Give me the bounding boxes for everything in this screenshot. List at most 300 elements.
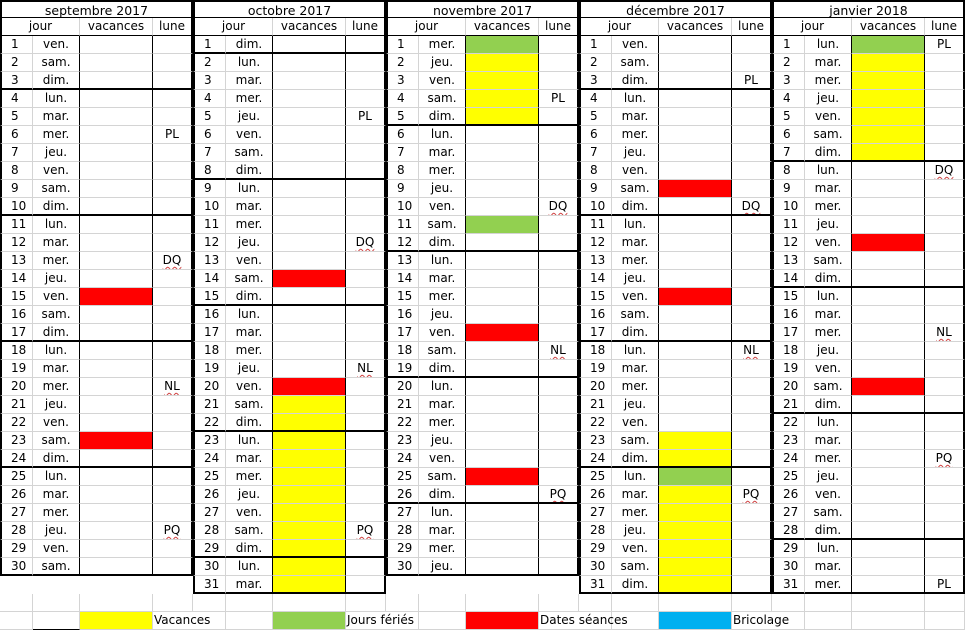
moon-phase — [539, 432, 579, 450]
day-number: 1 — [386, 36, 419, 54]
moon-phase: DQ — [153, 252, 193, 270]
day-name: jeu. — [226, 486, 273, 504]
vacances-cell — [273, 108, 346, 126]
day-name: mar. — [33, 234, 80, 252]
vacances-cell — [80, 270, 153, 288]
vacances-cell — [273, 342, 346, 360]
vacances-cell — [80, 306, 153, 324]
day-name: ven. — [805, 486, 852, 504]
empty-cell — [0, 612, 33, 630]
day-name: jeu. — [226, 360, 273, 378]
vacances-cell — [659, 36, 732, 54]
day-name: jeu. — [612, 270, 659, 288]
moon-phase — [346, 396, 386, 414]
legend-swatch-bricolage — [659, 612, 732, 630]
day-name: jeu. — [612, 144, 659, 162]
day-number: 23 — [386, 432, 419, 450]
empty-cell — [772, 594, 805, 612]
vacances-cell — [466, 558, 539, 576]
day-number: 5 — [772, 108, 805, 126]
day-name: mar. — [419, 270, 466, 288]
day-number: 30 — [0, 558, 33, 576]
moon-phase — [539, 360, 579, 378]
day-number: 13 — [193, 252, 226, 270]
day-name: sam. — [419, 90, 466, 108]
day-number: 10 — [386, 198, 419, 216]
day-number: 5 — [386, 108, 419, 126]
vacances-cell — [273, 234, 346, 252]
day-number: 15 — [386, 288, 419, 306]
day-name: mer. — [419, 288, 466, 306]
vacances-cell-vacances — [852, 144, 925, 162]
day-number: 20 — [579, 378, 612, 396]
day-number: 25 — [386, 468, 419, 486]
vacances-cell-vacances — [852, 72, 925, 90]
moon-phase: DQ — [732, 198, 772, 216]
moon-phase — [732, 432, 772, 450]
month-title: décembre 2017 — [579, 0, 772, 18]
day-name: jeu. — [805, 342, 852, 360]
moon-phase — [346, 72, 386, 90]
moon-phase — [732, 558, 772, 576]
vacances-cell — [273, 72, 346, 90]
day-number: 1 — [772, 36, 805, 54]
moon-phase — [732, 180, 772, 198]
day-name: sam. — [612, 180, 659, 198]
day-number: 30 — [386, 558, 419, 576]
vacances-cell-seance — [852, 234, 925, 252]
day-name: ven. — [226, 378, 273, 396]
day-name: lun. — [226, 180, 273, 198]
moon-phase — [925, 558, 965, 576]
moon-phase: PQ — [925, 450, 965, 468]
vacances-cell-vacances — [852, 108, 925, 126]
day-number: 16 — [386, 306, 419, 324]
day-name: mer. — [33, 378, 80, 396]
day-name: dim. — [419, 360, 466, 378]
day-name: sam. — [805, 504, 852, 522]
day-number: 14 — [0, 270, 33, 288]
day-number: 5 — [579, 108, 612, 126]
vacances-cell-vacances — [466, 72, 539, 90]
empty-cell — [539, 594, 579, 612]
day-number: 17 — [386, 324, 419, 342]
vacances-cell-vacances — [659, 558, 732, 576]
day-name: lun. — [226, 558, 273, 576]
vacances-cell — [852, 306, 925, 324]
vacances-cell — [466, 234, 539, 252]
day-name: mer. — [612, 378, 659, 396]
day-name: jeu. — [226, 234, 273, 252]
header-vacances: vacances — [273, 18, 346, 36]
day-number: 12 — [772, 234, 805, 252]
moon-phase — [925, 342, 965, 360]
moon-phase — [732, 504, 772, 522]
vacances-cell — [273, 216, 346, 234]
moon-phase — [153, 198, 193, 216]
day-name: sam. — [33, 54, 80, 72]
moon-phase — [153, 216, 193, 234]
day-number: 25 — [193, 468, 226, 486]
moon-phase — [925, 522, 965, 540]
day-number: 9 — [386, 180, 419, 198]
day-number: 26 — [386, 486, 419, 504]
day-name: mar. — [612, 108, 659, 126]
moon-phase — [153, 288, 193, 306]
moon-phase — [346, 306, 386, 324]
vacances-cell-ferie — [659, 468, 732, 486]
vacances-cell — [466, 288, 539, 306]
vacances-cell — [80, 360, 153, 378]
day-name: dim. — [612, 576, 659, 594]
vacances-cell — [80, 414, 153, 432]
day-name: ven. — [612, 162, 659, 180]
vacances-cell — [80, 234, 153, 252]
moon-phase — [925, 54, 965, 72]
vacances-cell — [80, 216, 153, 234]
vacances-cell-ferie — [852, 36, 925, 54]
header-jour: jour — [579, 18, 659, 36]
moon-phase — [346, 54, 386, 72]
moon-phase — [925, 72, 965, 90]
day-name: ven. — [226, 504, 273, 522]
day-name: lun. — [33, 342, 80, 360]
vacances-cell — [80, 90, 153, 108]
day-name: dim. — [226, 162, 273, 180]
day-number: 5 — [193, 108, 226, 126]
day-name: mar. — [226, 198, 273, 216]
moon-phase: PL — [925, 576, 965, 594]
moon-phase — [153, 306, 193, 324]
moon-phase — [346, 558, 386, 576]
moon-phase — [732, 252, 772, 270]
month-title: octobre 2017 — [193, 0, 386, 18]
moon-phase — [732, 396, 772, 414]
day-number: 12 — [0, 234, 33, 252]
day-number: 11 — [0, 216, 33, 234]
vacances-cell — [852, 342, 925, 360]
day-number: 16 — [193, 306, 226, 324]
day-number: 9 — [0, 180, 33, 198]
vacances-cell — [659, 54, 732, 72]
day-name: mer. — [805, 72, 852, 90]
day-name: lun. — [612, 216, 659, 234]
day-number: 17 — [0, 324, 33, 342]
vacances-cell — [80, 72, 153, 90]
vacances-cell — [852, 486, 925, 504]
moon-phase — [539, 378, 579, 396]
header-lune: lune — [732, 18, 772, 36]
day-name: sam. — [226, 396, 273, 414]
day-name: sam. — [226, 270, 273, 288]
vacances-cell — [659, 252, 732, 270]
moon-phase: PL — [346, 108, 386, 126]
day-number: 18 — [0, 342, 33, 360]
day-number: 15 — [0, 288, 33, 306]
moon-phase — [925, 144, 965, 162]
day-number: 9 — [772, 180, 805, 198]
empty-cell — [80, 594, 153, 612]
day-number: 17 — [579, 324, 612, 342]
day-number: 31 — [193, 576, 226, 594]
moon-phase — [925, 252, 965, 270]
day-number: 4 — [0, 90, 33, 108]
vacances-cell — [659, 270, 732, 288]
day-name: ven. — [612, 414, 659, 432]
day-name: jeu. — [33, 396, 80, 414]
day-number: 4 — [772, 90, 805, 108]
vacances-cell-seance — [659, 288, 732, 306]
day-name: dim. — [419, 234, 466, 252]
moon-phase — [925, 216, 965, 234]
day-name: lun. — [419, 252, 466, 270]
moon-phase — [153, 324, 193, 342]
day-name: ven. — [226, 126, 273, 144]
moon-phase — [539, 72, 579, 90]
day-name: mer. — [33, 126, 80, 144]
vacances-cell-vacances — [659, 486, 732, 504]
day-number: 3 — [0, 72, 33, 90]
vacances-cell — [466, 486, 539, 504]
header-jour: jour — [193, 18, 273, 36]
day-number: 7 — [772, 144, 805, 162]
day-name: ven. — [33, 540, 80, 558]
legend-label: Dates séances — [539, 612, 659, 630]
vacances-cell — [273, 90, 346, 108]
day-name: mar. — [226, 450, 273, 468]
moon-phase — [153, 414, 193, 432]
day-name: sam. — [33, 306, 80, 324]
empty-cell — [33, 612, 80, 630]
empty-cell — [659, 594, 732, 612]
day-name: lun. — [612, 468, 659, 486]
day-number: 7 — [193, 144, 226, 162]
moon-phase — [539, 126, 579, 144]
day-number: 29 — [579, 540, 612, 558]
day-number: 2 — [193, 54, 226, 72]
vacances-cell — [80, 126, 153, 144]
day-number: 19 — [579, 360, 612, 378]
day-number: 15 — [772, 288, 805, 306]
day-name: ven. — [612, 288, 659, 306]
day-number: 30 — [579, 558, 612, 576]
vacances-cell — [659, 360, 732, 378]
vacances-cell — [80, 54, 153, 72]
day-name: mar. — [226, 324, 273, 342]
moon-phase — [346, 36, 386, 54]
moon-phase — [539, 108, 579, 126]
day-name: dim. — [226, 288, 273, 306]
moon-phase — [346, 540, 386, 558]
moon-phase — [153, 270, 193, 288]
day-number: 20 — [386, 378, 419, 396]
header-jour: jour — [386, 18, 466, 36]
day-number: 19 — [772, 360, 805, 378]
vacances-cell-vacances — [273, 486, 346, 504]
vacances-cell — [852, 216, 925, 234]
day-number: 23 — [0, 432, 33, 450]
moon-phase: DQ — [539, 198, 579, 216]
empty-cell — [386, 594, 419, 612]
moon-phase — [153, 36, 193, 54]
moon-phase — [539, 252, 579, 270]
day-name: mar. — [419, 522, 466, 540]
header-vacances: vacances — [659, 18, 732, 36]
moon-phase — [153, 504, 193, 522]
moon-phase — [346, 270, 386, 288]
vacances-cell — [273, 252, 346, 270]
vacances-cell — [852, 414, 925, 432]
empty-cell — [153, 594, 193, 612]
vacances-cell — [852, 360, 925, 378]
vacances-cell-vacances — [273, 522, 346, 540]
moon-phase — [153, 54, 193, 72]
day-number: 5 — [0, 108, 33, 126]
moon-phase: NL — [346, 360, 386, 378]
moon-phase — [153, 450, 193, 468]
empty-cell — [852, 612, 925, 630]
empty-cell — [732, 594, 772, 612]
day-number: 18 — [386, 342, 419, 360]
vacances-cell — [273, 36, 346, 54]
day-name: mar. — [419, 396, 466, 414]
day-number: 9 — [579, 180, 612, 198]
vacances-cell — [852, 288, 925, 306]
day-number: 28 — [193, 522, 226, 540]
day-name: mar. — [33, 486, 80, 504]
day-number: 21 — [193, 396, 226, 414]
day-number: 30 — [193, 558, 226, 576]
moon-phase — [539, 180, 579, 198]
moon-phase — [153, 234, 193, 252]
day-name: jeu. — [612, 396, 659, 414]
vacances-cell — [852, 180, 925, 198]
moon-phase — [153, 558, 193, 576]
header-vacances: vacances — [852, 18, 925, 36]
day-name: dim. — [805, 270, 852, 288]
day-name: jeu. — [226, 108, 273, 126]
vacances-cell-vacances — [273, 450, 346, 468]
moon-phase — [539, 144, 579, 162]
day-name: ven. — [33, 288, 80, 306]
legend-swatch-ferie — [273, 612, 346, 630]
day-number: 9 — [193, 180, 226, 198]
day-name: ven. — [33, 36, 80, 54]
vacances-cell — [852, 576, 925, 594]
day-name: mer. — [419, 540, 466, 558]
vacances-cell — [659, 216, 732, 234]
header-lune: lune — [346, 18, 386, 36]
vacances-cell — [659, 396, 732, 414]
vacances-cell — [659, 126, 732, 144]
moon-phase — [346, 126, 386, 144]
day-number: 3 — [193, 72, 226, 90]
day-number: 10 — [0, 198, 33, 216]
moon-phase — [732, 306, 772, 324]
moon-phase — [346, 486, 386, 504]
moon-phase — [153, 180, 193, 198]
day-name: mer. — [805, 450, 852, 468]
moon-phase: DQ — [346, 234, 386, 252]
moon-phase — [346, 468, 386, 486]
moon-phase — [346, 198, 386, 216]
moon-phase — [732, 522, 772, 540]
day-name: mar. — [805, 432, 852, 450]
moon-phase — [539, 396, 579, 414]
vacances-cell-seance — [659, 180, 732, 198]
day-number: 7 — [579, 144, 612, 162]
day-name: mer. — [419, 414, 466, 432]
moon-phase — [153, 144, 193, 162]
empty-cell — [579, 594, 612, 612]
moon-phase — [925, 288, 965, 306]
day-number: 27 — [579, 504, 612, 522]
day-name: mar. — [612, 486, 659, 504]
day-number: 6 — [386, 126, 419, 144]
day-number: 23 — [772, 432, 805, 450]
vacances-cell — [273, 126, 346, 144]
day-number: 18 — [772, 342, 805, 360]
month-title: janvier 2018 — [772, 0, 965, 18]
day-name: sam. — [805, 378, 852, 396]
vacances-cell — [80, 324, 153, 342]
vacances-cell — [466, 504, 539, 522]
day-number: 19 — [193, 360, 226, 378]
day-number: 24 — [0, 450, 33, 468]
empty-cell — [612, 594, 659, 612]
moon-phase — [732, 450, 772, 468]
day-number: 18 — [193, 342, 226, 360]
day-name: sam. — [805, 252, 852, 270]
day-number: 19 — [0, 360, 33, 378]
day-name: mar. — [612, 360, 659, 378]
day-number: 11 — [579, 216, 612, 234]
day-number: 17 — [772, 324, 805, 342]
empty-cell — [0, 594, 33, 612]
empty-cell — [925, 594, 965, 612]
day-number: 20 — [0, 378, 33, 396]
day-name: sam. — [419, 216, 466, 234]
day-number: 2 — [386, 54, 419, 72]
vacances-cell — [273, 288, 346, 306]
moon-phase — [539, 162, 579, 180]
day-name: jeu. — [33, 144, 80, 162]
day-name: sam. — [805, 126, 852, 144]
moon-phase — [732, 108, 772, 126]
moon-phase — [539, 522, 579, 540]
moon-phase — [539, 234, 579, 252]
moon-phase — [346, 378, 386, 396]
vacances-cell-vacances — [659, 576, 732, 594]
vacances-cell — [659, 306, 732, 324]
day-name: dim. — [226, 414, 273, 432]
day-number: 26 — [193, 486, 226, 504]
day-name: mar. — [805, 54, 852, 72]
vacances-cell-vacances — [273, 558, 346, 576]
day-name: mer. — [419, 162, 466, 180]
moon-phase — [925, 378, 965, 396]
vacances-cell — [659, 414, 732, 432]
day-number: 21 — [386, 396, 419, 414]
day-name: jeu. — [33, 522, 80, 540]
vacances-cell-vacances — [273, 504, 346, 522]
moon-phase — [346, 450, 386, 468]
day-number: 22 — [579, 414, 612, 432]
day-number: 27 — [193, 504, 226, 522]
vacances-cell — [852, 558, 925, 576]
day-number: 6 — [772, 126, 805, 144]
vacances-cell — [466, 414, 539, 432]
